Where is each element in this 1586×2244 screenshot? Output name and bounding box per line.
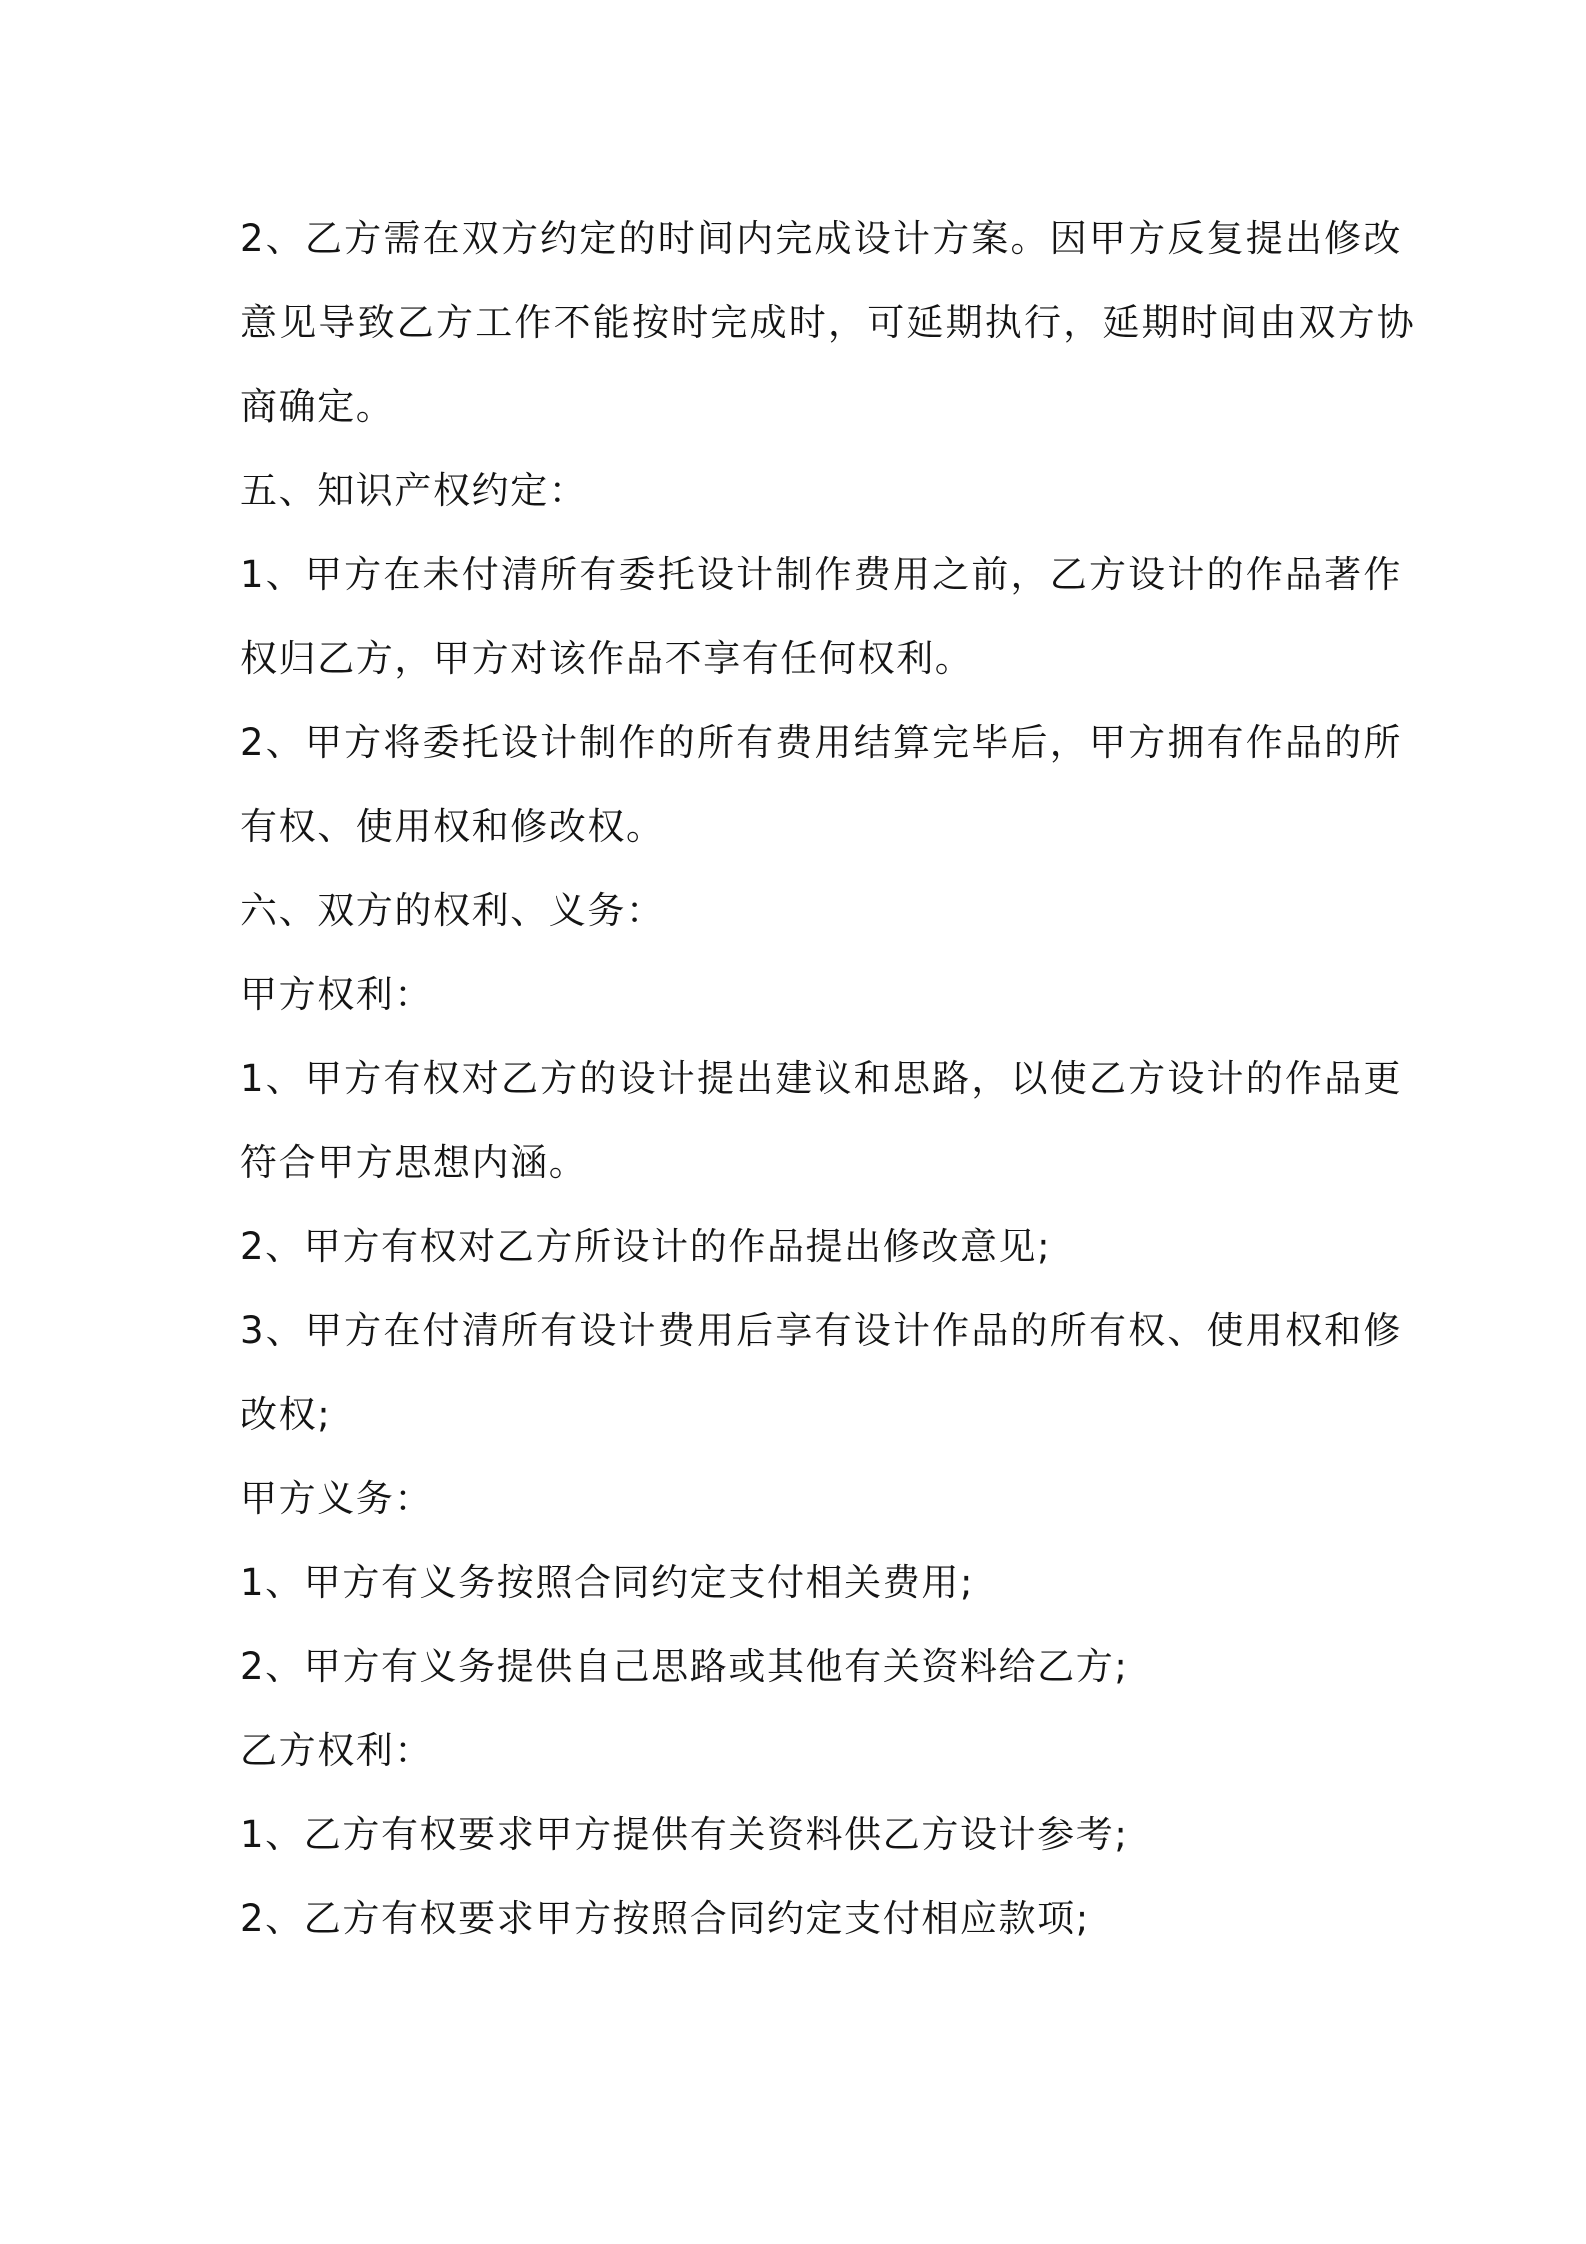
text-line: 符合甲方思想内涵。: [240, 1141, 588, 1184]
subsection-heading: 甲方义务：: [240, 1477, 433, 1520]
section-heading: 五、知识产权约定：: [240, 469, 588, 512]
text-line: 权归乙方，甲方对该作品不享有任何权利。: [240, 637, 974, 680]
text-line: 3、甲方在付清所有设计费用后享有设计作品的所有权、使用权和修: [240, 1309, 1403, 1352]
text-line: 改权;: [240, 1393, 332, 1436]
subsection-heading: 乙方权利：: [240, 1729, 433, 1772]
text-line: 2、乙方需在双方约定的时间内完成设计方案。因甲方反复提出修改: [240, 217, 1403, 260]
text-line: 1、甲方有权对乙方的设计提出建议和思路，以使乙方设计的作品更: [240, 1057, 1403, 1100]
text-line: 1、甲方有义务按照合同约定支付相关费用;: [240, 1561, 975, 1604]
text-line: 2、甲方有义务提供自己思路或其他有关资料给乙方;: [240, 1645, 1129, 1688]
document-body: [240, 197, 1416, 1961]
text-line: 2、甲方有权对乙方所设计的作品提出修改意见;: [240, 1225, 1052, 1268]
text-line: 商确定。: [240, 385, 395, 428]
text-line: 1、甲方在未付清所有委托设计制作费用之前，乙方设计的作品著作: [240, 553, 1403, 596]
subsection-heading: 甲方权利：: [240, 973, 433, 1016]
text-line: 1、乙方有权要求甲方提供有关资料供乙方设计参考;: [240, 1813, 1129, 1856]
text-line: 意见导致乙方工作不能按时完成时，可延期执行，延期时间由双方协: [240, 301, 1416, 344]
section-heading: 六、双方的权利、义务：: [240, 889, 665, 932]
text-line: 2、甲方将委托设计制作的所有费用结算完毕后，甲方拥有作品的所: [240, 721, 1403, 764]
text-line: 有权、使用权和修改权。: [240, 805, 665, 848]
text-line: 2、乙方有权要求甲方按照合同约定支付相应款项;: [240, 1897, 1090, 1940]
